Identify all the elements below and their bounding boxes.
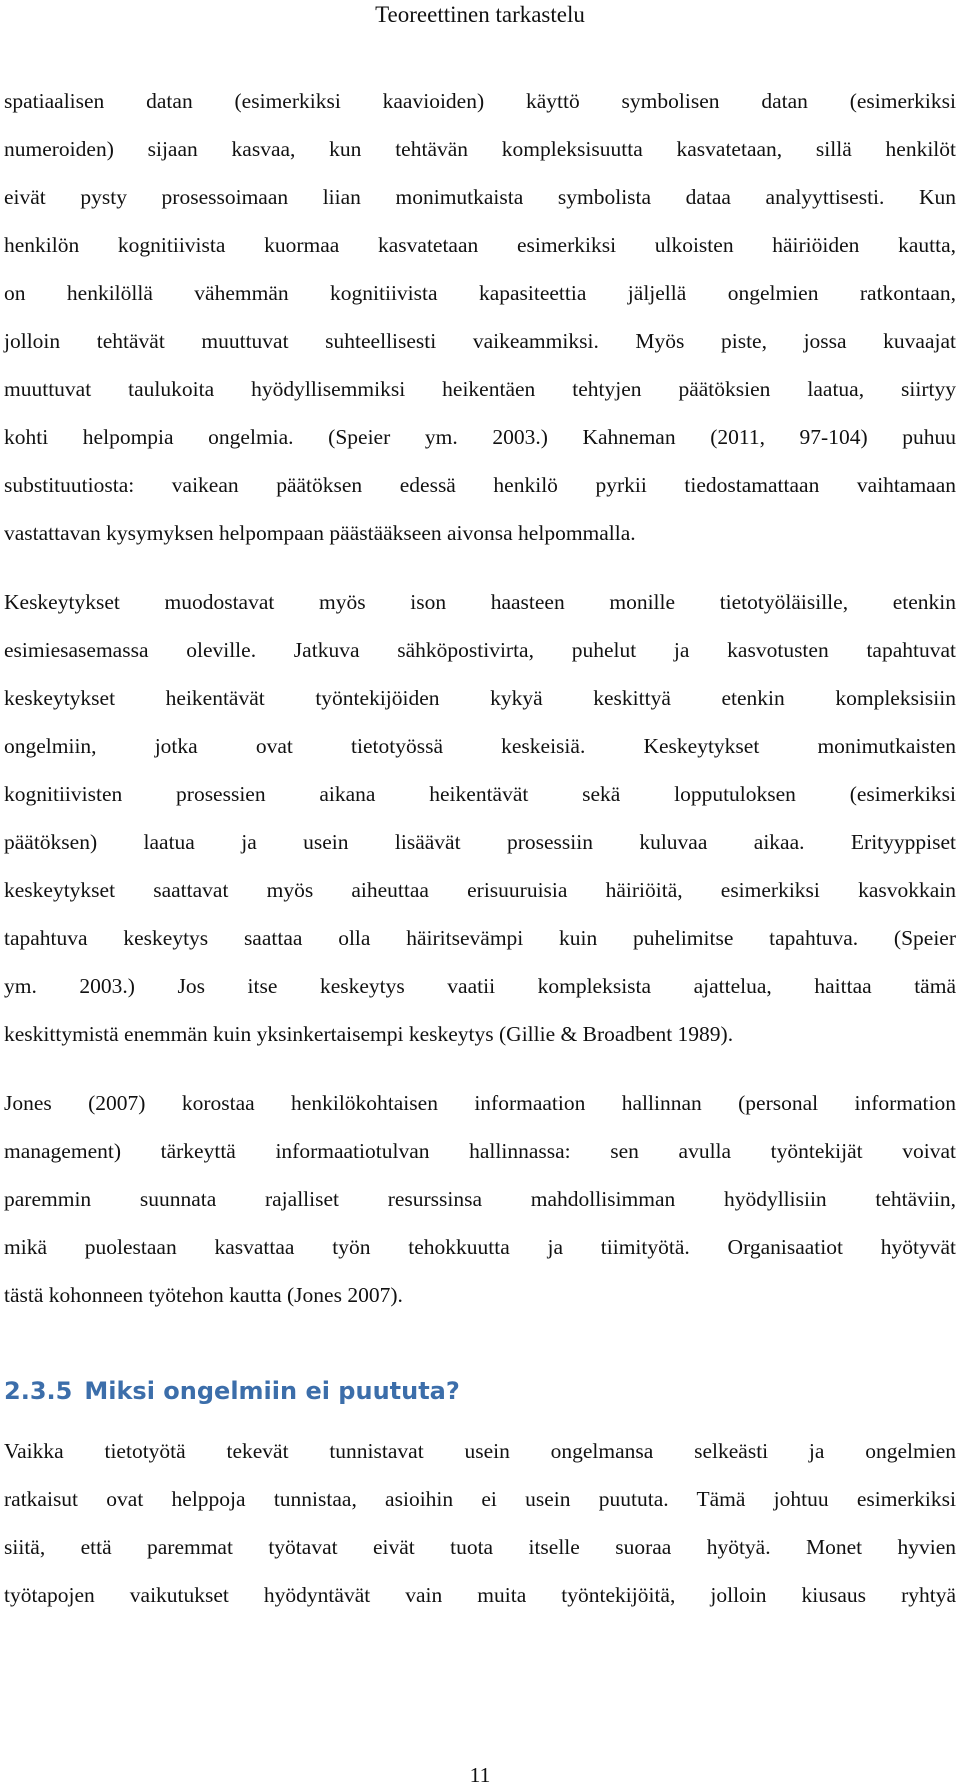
- text-line: tästä kohonneen työtehon kautta (Jones 2007).: [4, 1283, 403, 1307]
- text-line: keskeytykset saattavat myös aiheuttaa erisuuruisia häiriöitä, esimerkiksi kasvokkain: [4, 878, 956, 902]
- section-number: 2.3.5: [4, 1377, 73, 1405]
- text-line: keskittymistä enemmän kuin yksinkertaisempi keskeytys (Gillie & Broadbent 1989).: [4, 1022, 734, 1046]
- text-line: vastattavan kysymyksen helpompaan päästääkseen aivonsa helpommalla.: [4, 521, 636, 545]
- text-line: mikä puolestaan kasvattaa työn tehokkuutta ja tiimityötä. Organisaatiot hyötyvät: [4, 1235, 956, 1259]
- paragraph-interruptions: [4, 578, 956, 1058]
- text-line: Keskeytykset muodostavat myös ison haasteen monille tietotyöläisille, etenkin: [4, 590, 956, 614]
- text-line: työtapojen vaikutukset hyödyntävät vain muita työntekijöitä, jolloin kiusaus ryhtyä: [4, 1583, 956, 1607]
- section-title: Miksi ongelmiin ei puututa?: [84, 1377, 460, 1405]
- text-line: päätöksen) laatua ja usein lisäävät prosessiin kuluvaa aikaa. Erityyppiset: [4, 830, 956, 854]
- paragraph-why-not-addressed: [4, 1427, 956, 1619]
- text-line: muuttuvat taulukoita hyödyllisemmiksi heikentäen tehtyjen päätöksien laatua, siirtyy: [4, 377, 956, 401]
- text-line: jolloin tehtävät muuttuvat suhteellisesti vaikeammiksi. Myös piste, jossa kuvaajat: [4, 329, 956, 353]
- text-line: substituutiosta: vaikean päätöksen edessä henkilö pyrkii tiedostamattaan vaihtamaan: [4, 473, 956, 497]
- text-line: tapahtuva keskeytys saattaa olla häiritsevämpi kuin puhelimitse tapahtuva. (Speier: [4, 926, 956, 950]
- text-line: spatiaalisen datan (esimerkiksi kaavioiden) käyttö symbolisen datan (esimerkiksi: [4, 89, 956, 113]
- paragraph-personal-information-management: [4, 1079, 956, 1319]
- text-line: numeroiden) sijaan kasvaa, kun tehtävän kompleksisuutta kasvatetaan, sillä henkilöt: [4, 137, 956, 161]
- text-line: ratkaisut ovat helppoja tunnistaa, asioihin ei usein puututa. Tämä johtuu esimerkiksi: [4, 1487, 956, 1511]
- paragraph-cognitive-load: [4, 77, 956, 557]
- text-line: keskeytykset heikentävät työntekijöiden kykyä keskittyä etenkin kompleksisiin: [4, 686, 956, 710]
- text-line: management) tärkeyttä informaatiotulvan hallinnassa: sen avulla työntekijät voivat: [4, 1139, 956, 1163]
- text-line: kognitiivisten prosessien aikana heikentävät sekä lopputuloksen (esimerkiksi: [4, 782, 956, 806]
- text-line: paremmin suunnata rajalliset resurssinsa mahdollisimman hyödyllisiin tehtäviin,: [4, 1187, 956, 1211]
- running-header: Teoreettinen tarkastelu: [375, 2, 585, 27]
- page-number: 11: [469, 1763, 491, 1787]
- body-text: [4, 77, 956, 1619]
- text-line: on henkilöllä vähemmän kognitiivista kapasiteettia jäljellä ongelmien ratkontaan,: [4, 281, 956, 305]
- text-line: eivät pysty prosessoimaan liian monimutkaista symbolista dataa analyyttisesti. Kun: [4, 185, 956, 209]
- text-line: kohti helpompia ongelmia. (Speier ym. 2003.) Kahneman (2011, 97-104) puhuu: [4, 425, 956, 449]
- text-line: ym. 2003.) Jos itse keskeytys vaatii kompleksista ajattelua, haittaa tämä: [4, 974, 956, 998]
- section-heading: [4, 1371, 956, 1411]
- text-line: siitä, että paremmat työtavat eivät tuota itselle suoraa hyötyä. Monet hyvien: [4, 1535, 956, 1559]
- text-line: Jones (2007) korostaa henkilökohtaisen informaation hallinnan (personal information: [4, 1091, 956, 1115]
- text-line: ongelmiin, jotka ovat tietotyössä keskeisiä. Keskeytykset monimutkaisten: [4, 734, 956, 758]
- text-line: esimiesasemassa oleville. Jatkuva sähköpostivirta, puhelut ja kasvotusten tapahtuvat: [4, 638, 956, 662]
- text-line: Vaikka tietotyötä tekevät tunnistavat usein ongelmansa selkeästi ja ongelmien: [4, 1439, 956, 1463]
- text-line: henkilön kognitiivista kuormaa kasvatetaan esimerkiksi ulkoisten häiriöiden kautta,: [4, 233, 956, 257]
